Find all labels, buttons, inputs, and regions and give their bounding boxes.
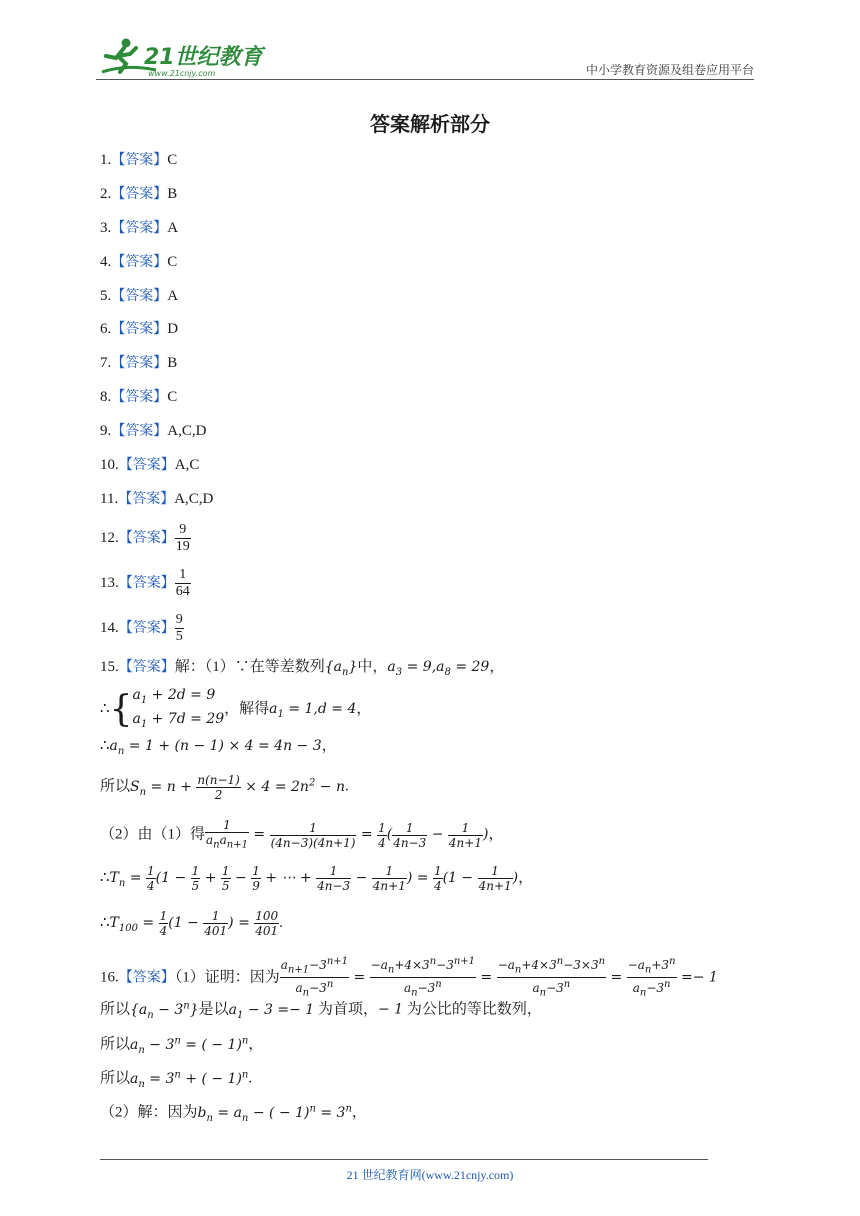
answer-tag: 【答案】 (111, 220, 168, 236)
answer-1: 1.【答案】C (100, 152, 178, 168)
q15-line-3: $\therefore a_n = 1 + (n - 1) \times 4 = 4n - 3$， (100, 738, 337, 757)
answer-11: 11.【答案】A,C,D (100, 491, 214, 507)
answer-6: 6.【答案】D (100, 321, 179, 337)
q16-line-5: （2）解：因为$b_n = a_n$ − ( − $1)^n = 3^n$， (100, 1103, 367, 1124)
answer-9: 9.【答案】A,C,D (100, 423, 207, 439)
page-title: 答案解析部分 (370, 112, 490, 136)
q16-line-1: 16.【答案】（1）证明：因为 $\frac{a_{n+1}-3^{n+1}}{a_n-3^n}$ = $\frac{-a_n+4\times 3^n-3^{n+1}}{a_n-3^n}$ = $\frac{-a_n+4\times 3^n-3\times 3^n}{a_n-3^n}$ = $\frac{-a_n+3^n}{a_n-3^n}$ =− 1 (100, 956, 718, 999)
header-right-text: 中小学教育资源及组卷应用平台 (585, 63, 754, 77)
logo-text: 21世纪教育 (144, 45, 263, 70)
answer-10: 10.【答案】A,C (100, 457, 200, 473)
answer-13: 13.【答案】 $\frac{1}{64}$ (100, 567, 190, 599)
answer-tag: 【答案】 (118, 457, 175, 473)
answer-tag: 【答案】 (111, 321, 168, 337)
answer-fraction: $\frac{9}{5}$ (175, 612, 183, 644)
answer-tag: 【答案】 (118, 491, 175, 507)
header-divider (96, 79, 754, 80)
q15-line-5: （2）由（1）得 1 $a_na_{n+1}$ = $\frac{1}{(4n-3)(4n+1)}$ = $\frac{1}{4}$ ( $\frac{1}{4n-3}$ − $\frac{1}{4n+1}$ )， (100, 818, 504, 851)
answer-tag: 【答案】 (118, 969, 175, 986)
q15-line-6: $\therefore T_n$ = $\frac{1}{4}$ (1 − $\frac{1}{5}$ + $\frac{1}{5}$ − $\frac{1}{9}$ + ⋯ + $\frac{1}{4n-3}$ − $\frac{1}{4n+1}$ ) = $\frac{1}{4}$ (1 − $\frac{1}{4n+1}$ )， (100, 864, 534, 893)
answer-tag: 【答案】 (118, 529, 175, 546)
answer-fraction: $\frac{9}{19}$ (175, 522, 190, 554)
answer-tag: 【答案】 (111, 288, 168, 304)
answer-tag: 【答案】 (111, 152, 168, 168)
q16-line-3: 所以$a_n - 3^n$ = ( − 1)$^n$， (100, 1035, 264, 1056)
q15-line-7: $\therefore T_{100}$ = $\frac{1}{4}$ (1 − $\frac{1}{401}$ ) = $\frac{100}{401}$ . (100, 909, 283, 938)
answer-tag: 【答案】 (118, 574, 175, 591)
answer-8: 8.【答案】C (100, 389, 178, 405)
answer-tag: 【答案】 (118, 659, 175, 675)
q15-line-4: 所以$S_n = n$ + $\frac{n(n-1)}{2}$ × $4 = 2n^2 - n$. (100, 772, 349, 802)
q16-line-2: 所以$\{a_n - 3^n\}$是以$a_1 - 3 =- 1$ 为首项，− 1 为公比的等比数列， (100, 1000, 542, 1021)
answer-7: 7.【答案】B (100, 355, 178, 371)
answer-tag: 【答案】 (111, 254, 168, 270)
answer-3: 3.【答案】A (100, 220, 179, 236)
logo (96, 34, 266, 82)
answer-fraction: $\frac{1}{64}$ (175, 567, 190, 599)
answer-2: 2.【答案】B (100, 186, 178, 202)
answer-5: 5.【答案】A (100, 288, 179, 304)
answer-4: 4.【答案】C (100, 254, 178, 270)
footer-text: 21 世纪教育网(www.21cnjy.com) (346, 1168, 514, 1182)
answer-12: 12.【答案】 $\frac{9}{19}$ (100, 522, 190, 554)
footer-divider (100, 1159, 708, 1160)
answer-tag: 【答案】 (118, 619, 175, 636)
logo-url: www.21cnjy.com (148, 69, 216, 78)
answer-tag: 【答案】 (111, 389, 168, 405)
q15-line-1: 15.【答案】解：（1）∵在等差数列$\{a_n\}$中，$a_3 = 9,a_8 = 29$， (100, 659, 505, 678)
q15-line-2: $\therefore\{a_1 + 2d = 9$ $a_1 + 7d = 29$，解得$a_1 = 1,d = 4$， (100, 687, 372, 730)
answer-tag: 【答案】 (111, 186, 168, 202)
answer-tag: 【答案】 (111, 423, 168, 439)
answer-14: 14.【答案】 $\frac{9}{5}$ (100, 612, 183, 644)
logo-runner-icon (96, 34, 266, 82)
answer-tag: 【答案】 (111, 355, 168, 371)
q16-line-4: 所以$a_n = 3^n$ + ( − 1)$^n$. (100, 1069, 253, 1090)
